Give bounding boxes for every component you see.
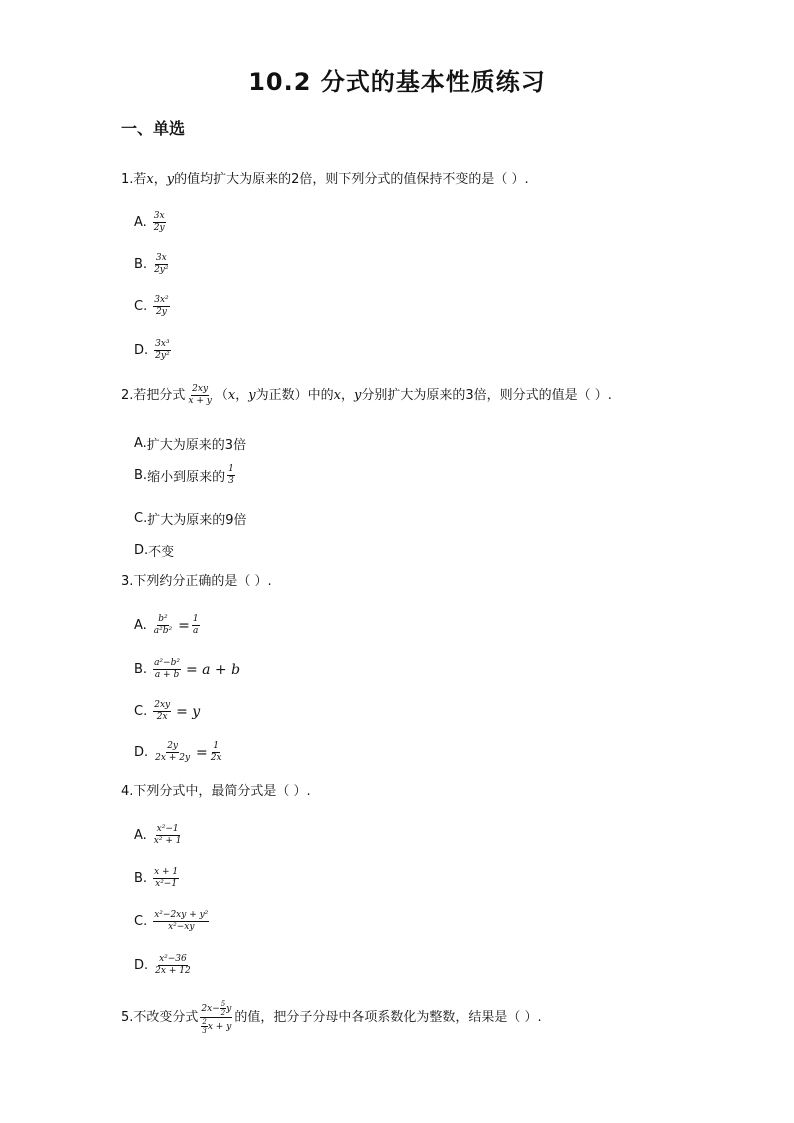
option-label: D. [134, 343, 149, 358]
numerator: 3x² [154, 295, 169, 305]
denominator-part: x + y [207, 1022, 232, 1032]
q2-text-a: 2.若把分式 [121, 387, 186, 403]
numerator: b² [158, 614, 168, 624]
option-fraction-rhs [192, 614, 200, 637]
option-label: D. [134, 745, 149, 760]
q1-text-c: ， [153, 172, 167, 187]
numerator: 1 [192, 614, 199, 624]
q2-text-b: （ [214, 387, 228, 403]
denominator: 2y² [155, 351, 170, 361]
numerator: 2xy [154, 700, 171, 710]
option-label: C. [134, 299, 148, 314]
q4-option-d[interactable] [134, 954, 194, 977]
numerator-part: y [226, 1004, 232, 1014]
option-label: A. [134, 215, 147, 230]
numerator: x²−1 [156, 824, 179, 834]
option-text: 不变 [148, 545, 175, 560]
numerator: 3x³ [155, 339, 170, 349]
option-fraction [153, 614, 173, 637]
numerator: 5 [220, 1000, 226, 1008]
page-title: 10.2 分式的基本性质练习 [248, 68, 546, 96]
option-label: C. [134, 914, 148, 929]
numerator: x²−36 [159, 954, 187, 964]
q5-text-a: 5.不改变分式 [121, 1009, 199, 1025]
q2-option-b[interactable] [134, 464, 237, 487]
numerator: 2 [202, 1018, 207, 1026]
option-fraction [153, 658, 181, 681]
option-fraction [153, 700, 171, 723]
question-4-stem: 4.下列分式中，最简分式是（ ）. [121, 784, 311, 799]
q4-option-a[interactable] [134, 824, 184, 847]
denominator: x² + 1 [153, 836, 182, 846]
question-2-stem [121, 384, 612, 407]
option-label: B. [134, 257, 148, 272]
q2-var-y2: y [353, 387, 362, 403]
denominator: 3 [202, 1027, 207, 1035]
equals-expression: = [196, 744, 208, 761]
q1-text-e: 的值均扩大为原来的2倍，则下列分式的值保持不变的是（ ）. [174, 172, 529, 187]
denominator: x²−xy [168, 922, 195, 932]
q2-text-d: ， [235, 387, 249, 403]
q5-text-b: 的值，把分子分母中各项系数化为整数，结果是（ ）. [234, 1009, 542, 1025]
option-label: C. [134, 511, 148, 526]
numerator [200, 1000, 232, 1018]
option-label: B. [134, 468, 148, 483]
q1-option-b[interactable] [134, 253, 171, 276]
q1-text-a: 1.若 [121, 172, 147, 187]
option-fraction [153, 824, 183, 847]
q2-var-y: y [248, 387, 256, 403]
option-fraction [153, 253, 169, 276]
option-label: B. [134, 871, 148, 886]
q1-option-c[interactable] [134, 295, 172, 318]
option-label: A. [134, 436, 147, 451]
q3-option-b[interactable] [134, 658, 240, 681]
option-label: D. [134, 543, 149, 558]
q2-var-x2: x [333, 387, 341, 403]
numerator: 3x [155, 253, 167, 263]
option-fraction [153, 867, 179, 890]
option-label: C. [134, 704, 148, 719]
option-fraction [154, 339, 170, 362]
denominator: 2x + 12 [155, 966, 191, 976]
denominator: 2x + 2y [155, 753, 191, 763]
denominator [200, 1018, 232, 1035]
denominator: 2y [153, 223, 165, 233]
numerator: x + 1 [154, 867, 179, 877]
section-title: 一、单选 [121, 119, 186, 138]
equals-expression: = y [176, 703, 201, 720]
q4-option-c[interactable] [134, 910, 211, 933]
question-5-stem [121, 1000, 542, 1035]
equals-expression: = a + b [185, 661, 241, 678]
q3-option-c[interactable] [134, 700, 200, 723]
q3-option-d[interactable] [134, 741, 225, 764]
q2-stem-fraction [187, 384, 212, 407]
q1-var-y: y [166, 172, 175, 187]
denominator: a + b [154, 670, 180, 680]
option-label: D. [134, 958, 149, 973]
option-label: A. [134, 618, 147, 633]
denominator: 2 [220, 1009, 226, 1017]
numerator: 2y [167, 741, 178, 751]
question-1-stem [121, 170, 529, 190]
numerator: 2xy [192, 384, 209, 394]
denominator: 3 [228, 476, 234, 486]
q2-option-d[interactable] [134, 541, 174, 560]
numerator: 3x [153, 211, 165, 221]
option-text: 缩小到原来的 [147, 470, 226, 485]
denominator: a²b² [153, 626, 173, 636]
numerator: 1 [228, 464, 234, 474]
q5-stem-fraction [200, 1000, 232, 1035]
option-text: 扩大为原来的3倍 [146, 438, 247, 453]
option-fraction [153, 295, 169, 318]
option-fraction [154, 954, 192, 977]
option-fraction [153, 211, 166, 234]
option-fraction [154, 741, 191, 764]
denominator: 2x [156, 712, 168, 722]
q4-option-b[interactable] [134, 867, 181, 890]
option-text: 扩大为原来的9倍 [147, 513, 247, 528]
equals-expression: = [178, 617, 190, 634]
option-label: A. [134, 828, 147, 843]
option-fraction [153, 910, 209, 933]
q1-option-a[interactable] [134, 211, 168, 234]
q2-text-j: 分别扩大为原来的3倍，则分式的值是（ ）. [361, 387, 612, 403]
q2-text-f: 为正数）中的 [255, 387, 334, 403]
option-label: B. [134, 662, 148, 677]
numerator-part: 2x− [201, 1004, 220, 1014]
denominator: a [193, 626, 199, 636]
denominator: x + y [188, 396, 212, 406]
denominator: 2y [156, 307, 167, 317]
q2-option-c[interactable] [134, 509, 247, 528]
denominator: 2y² [154, 265, 169, 275]
numerator: 1 [213, 741, 220, 751]
numerator: a²−b² [154, 658, 180, 668]
denominator: 2x [210, 753, 222, 763]
q1-option-d[interactable] [134, 339, 173, 362]
q1-var-x: x [146, 172, 154, 187]
denominator: x²−1 [155, 879, 178, 889]
q2-var-x: x [227, 387, 236, 403]
option-fraction-rhs [210, 741, 223, 764]
numerator: x²−2xy + y² [154, 910, 209, 920]
option-fraction [227, 464, 235, 487]
q2-option-a[interactable] [134, 434, 246, 453]
q3-option-a[interactable] [134, 614, 202, 637]
question-3-stem: 3.下列约分正确的是（ ）. [121, 574, 272, 589]
q2-text-h: ， [340, 387, 354, 403]
